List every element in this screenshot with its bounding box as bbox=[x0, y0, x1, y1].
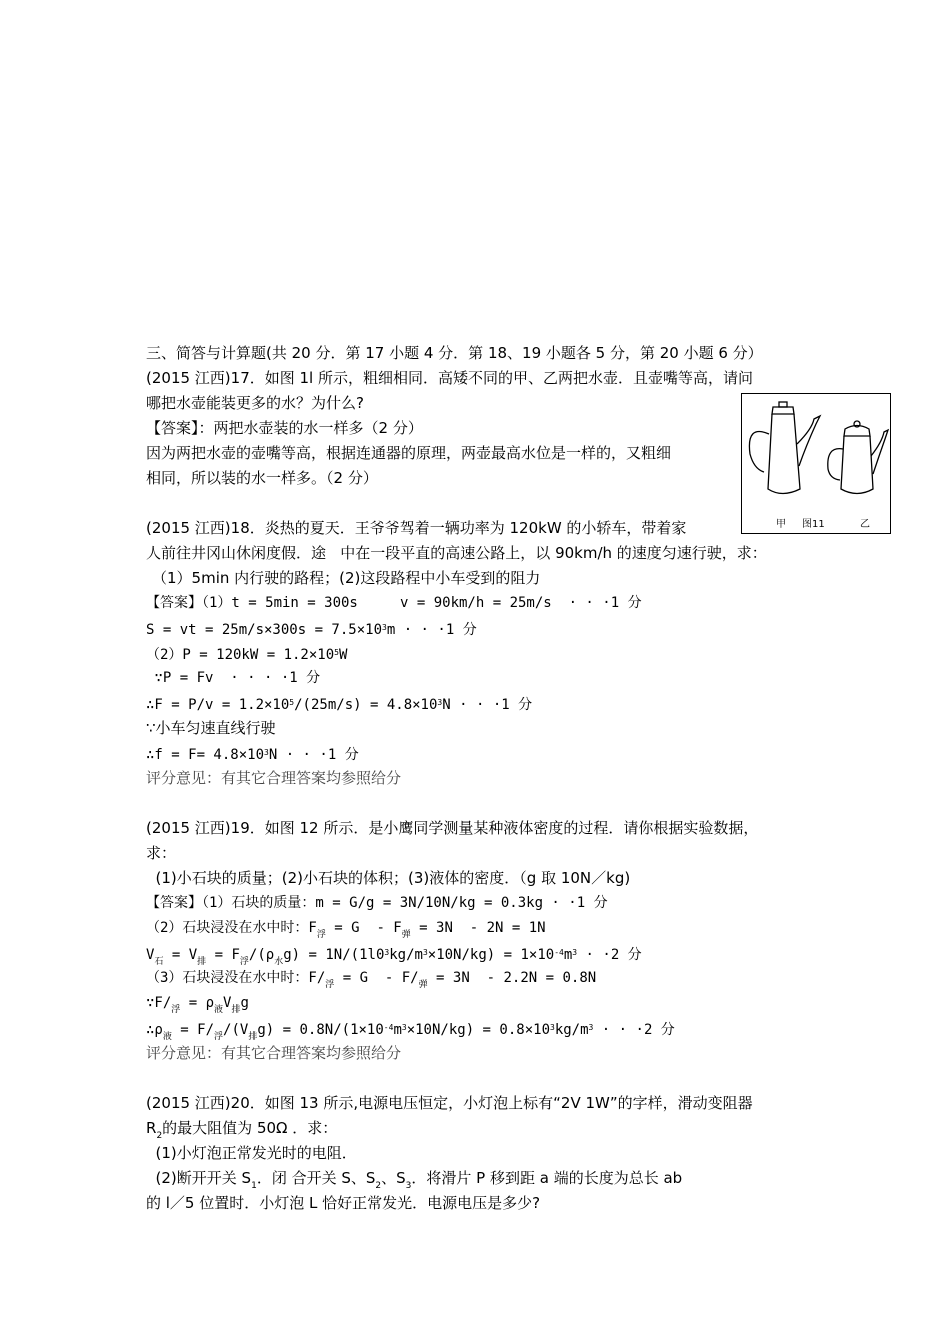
q20-text-line2: $R_2$的最大阻值为 50Ω ．求： bbox=[146, 1119, 338, 1141]
q18-answer-5: ∴F = $P/v = 1.2\times 10^5/(25m/s) = 4.8\times 10^3N$ · · ·1 分 bbox=[146, 697, 533, 713]
q18-answer-1: 【答案】（1）t = 5min = 300s v = 90km/h = 25m/s · · ·1 分 bbox=[146, 595, 642, 611]
q19-answer-5: $\because F/_浮 = \rho_液V_排g$ bbox=[146, 995, 249, 1015]
figure-11-kettles bbox=[741, 393, 891, 534]
q20-text-line4: (2)断开开关 $S_1$．闭 合开关 S、$S_2$、$S_3$．将滑片 P 移到距 a 端的长度为总长 ab bbox=[146, 1169, 683, 1191]
q20-text-line3: (1)小灯泡正常发光时的电阻． bbox=[146, 1144, 357, 1162]
kettles-drawing bbox=[742, 394, 890, 514]
q17-explanation-line1: 因为两把水壶的壶嘴等高，根据连通器的原理，两壶最高水位是一样的，又粗细 bbox=[146, 444, 672, 462]
q17-text-line2: 哪把水壶能装更多的水？为什么? bbox=[146, 394, 364, 412]
q20-text-line1: (2015 江西)20．如图 13 所示,电源电压恒定，小灯泡上标有“2V 1W”的字样，滑动变阻器 bbox=[146, 1094, 753, 1112]
q18-answer-4: ∵P = Fv · · · ·1 分 bbox=[146, 670, 321, 686]
q19-answer-3: $V_石 = V_排 = F_浮/(\rho_水g) = 1N/(1l0^3kg/m^3\times 10N/kg) = 1\times 10^{-4}m^3 \cdot \cdot 2$ 分 bbox=[146, 947, 642, 967]
q18-answer-3: $(2)P = 120kW = 1.2\times 10^5W$ bbox=[146, 647, 348, 663]
q20-text-line5: 的 l／5 位置时．小灯泡 L 恰好正常发光．电源电压是多少? bbox=[146, 1194, 541, 1212]
q18-answer-7: ∴f = $F= 4.8\times 10^3N$ · · ·1 分 bbox=[146, 747, 359, 763]
figure-label-jia: 甲 bbox=[776, 519, 786, 530]
figure-label-yi: 乙 bbox=[860, 519, 870, 530]
kettle-yi bbox=[828, 421, 888, 494]
q19-answer-1: 【答案】（1）石块的质量：m = G/g = 3N/10N/kg = 0.3kg · ·1 分 bbox=[146, 895, 608, 911]
q19-answer-4: （3）石块浸没在水中时：$F/_浮 = G - F/_弹 = 3N - 2.2N = 0.8N$ bbox=[146, 970, 597, 990]
q18-text-line2: 人前往井冈山休闲度假．途 中在一段平直的高速公路上，以 90km/h 的速度匀速行驶，求： bbox=[146, 544, 767, 562]
q18-text-line3: （1）5min 内行驶的路程；(2)这段路程中小车受到的阻力 bbox=[152, 569, 541, 587]
q19-answer-2: （2）石块浸没在水中时：$F_浮 = G - F_弹 = 3N - 2N = 1N$ bbox=[146, 920, 546, 940]
q19-text-line1: (2015 江西)19．如图 12 所示．是小鹰同学测量某种液体密度的过程．请你根据实验数据， bbox=[146, 819, 759, 837]
q19-grading-note: 评分意见：有其它合理答案均参照给分 bbox=[146, 1044, 402, 1062]
q19-text-line2: 求： bbox=[146, 844, 177, 862]
q18-grading-note: 评分意见：有其它合理答案均参照给分 bbox=[146, 769, 402, 787]
q19-text-line3: (1)小石块的质量；(2)小石块的体积；(3)液体的密度．（g 取 10N／kg) bbox=[146, 869, 631, 887]
q17-answer: 【答案】：两把水壶装的水一样多（2 分） bbox=[146, 419, 423, 437]
q17-explanation-line2: 相同，所以装的水一样多。（2 分） bbox=[146, 469, 378, 487]
q19-answer-6: $\therefore\rho_液 = F/_浮/(V_排g) = 0.8N/(1\times 10^{-4}m^3\times 10N/kg) = 0.8\times 10^3kg/m^3$ · · ·2 分 bbox=[146, 1022, 675, 1042]
q18-text-line1: (2015 江西)18．炎热的夏天．王爷爷驾着一辆功率为 120kW 的小轿车，带着家 bbox=[146, 519, 687, 537]
section-title: 三、简答与计算题(共 20 分．第 17 小题 4 分．第 18、19 小题各 5 分，第 20 小题 6 分） bbox=[146, 344, 763, 362]
kettle-jia bbox=[749, 402, 820, 494]
q18-answer-6: ∵小车匀速直线行驶 bbox=[146, 719, 276, 737]
figure-caption: 图11 bbox=[802, 519, 825, 530]
q18-answer-2: S = vt = $25m/s\times 300s = 7.5\times 10^3m$ · · ·1 分 bbox=[146, 622, 477, 638]
q17-text-line1: (2015 江西)17．如图 1l 所示，粗细相同．高矮不同的甲、乙两把水壶．且壶嘴等高，请问 bbox=[146, 369, 753, 387]
